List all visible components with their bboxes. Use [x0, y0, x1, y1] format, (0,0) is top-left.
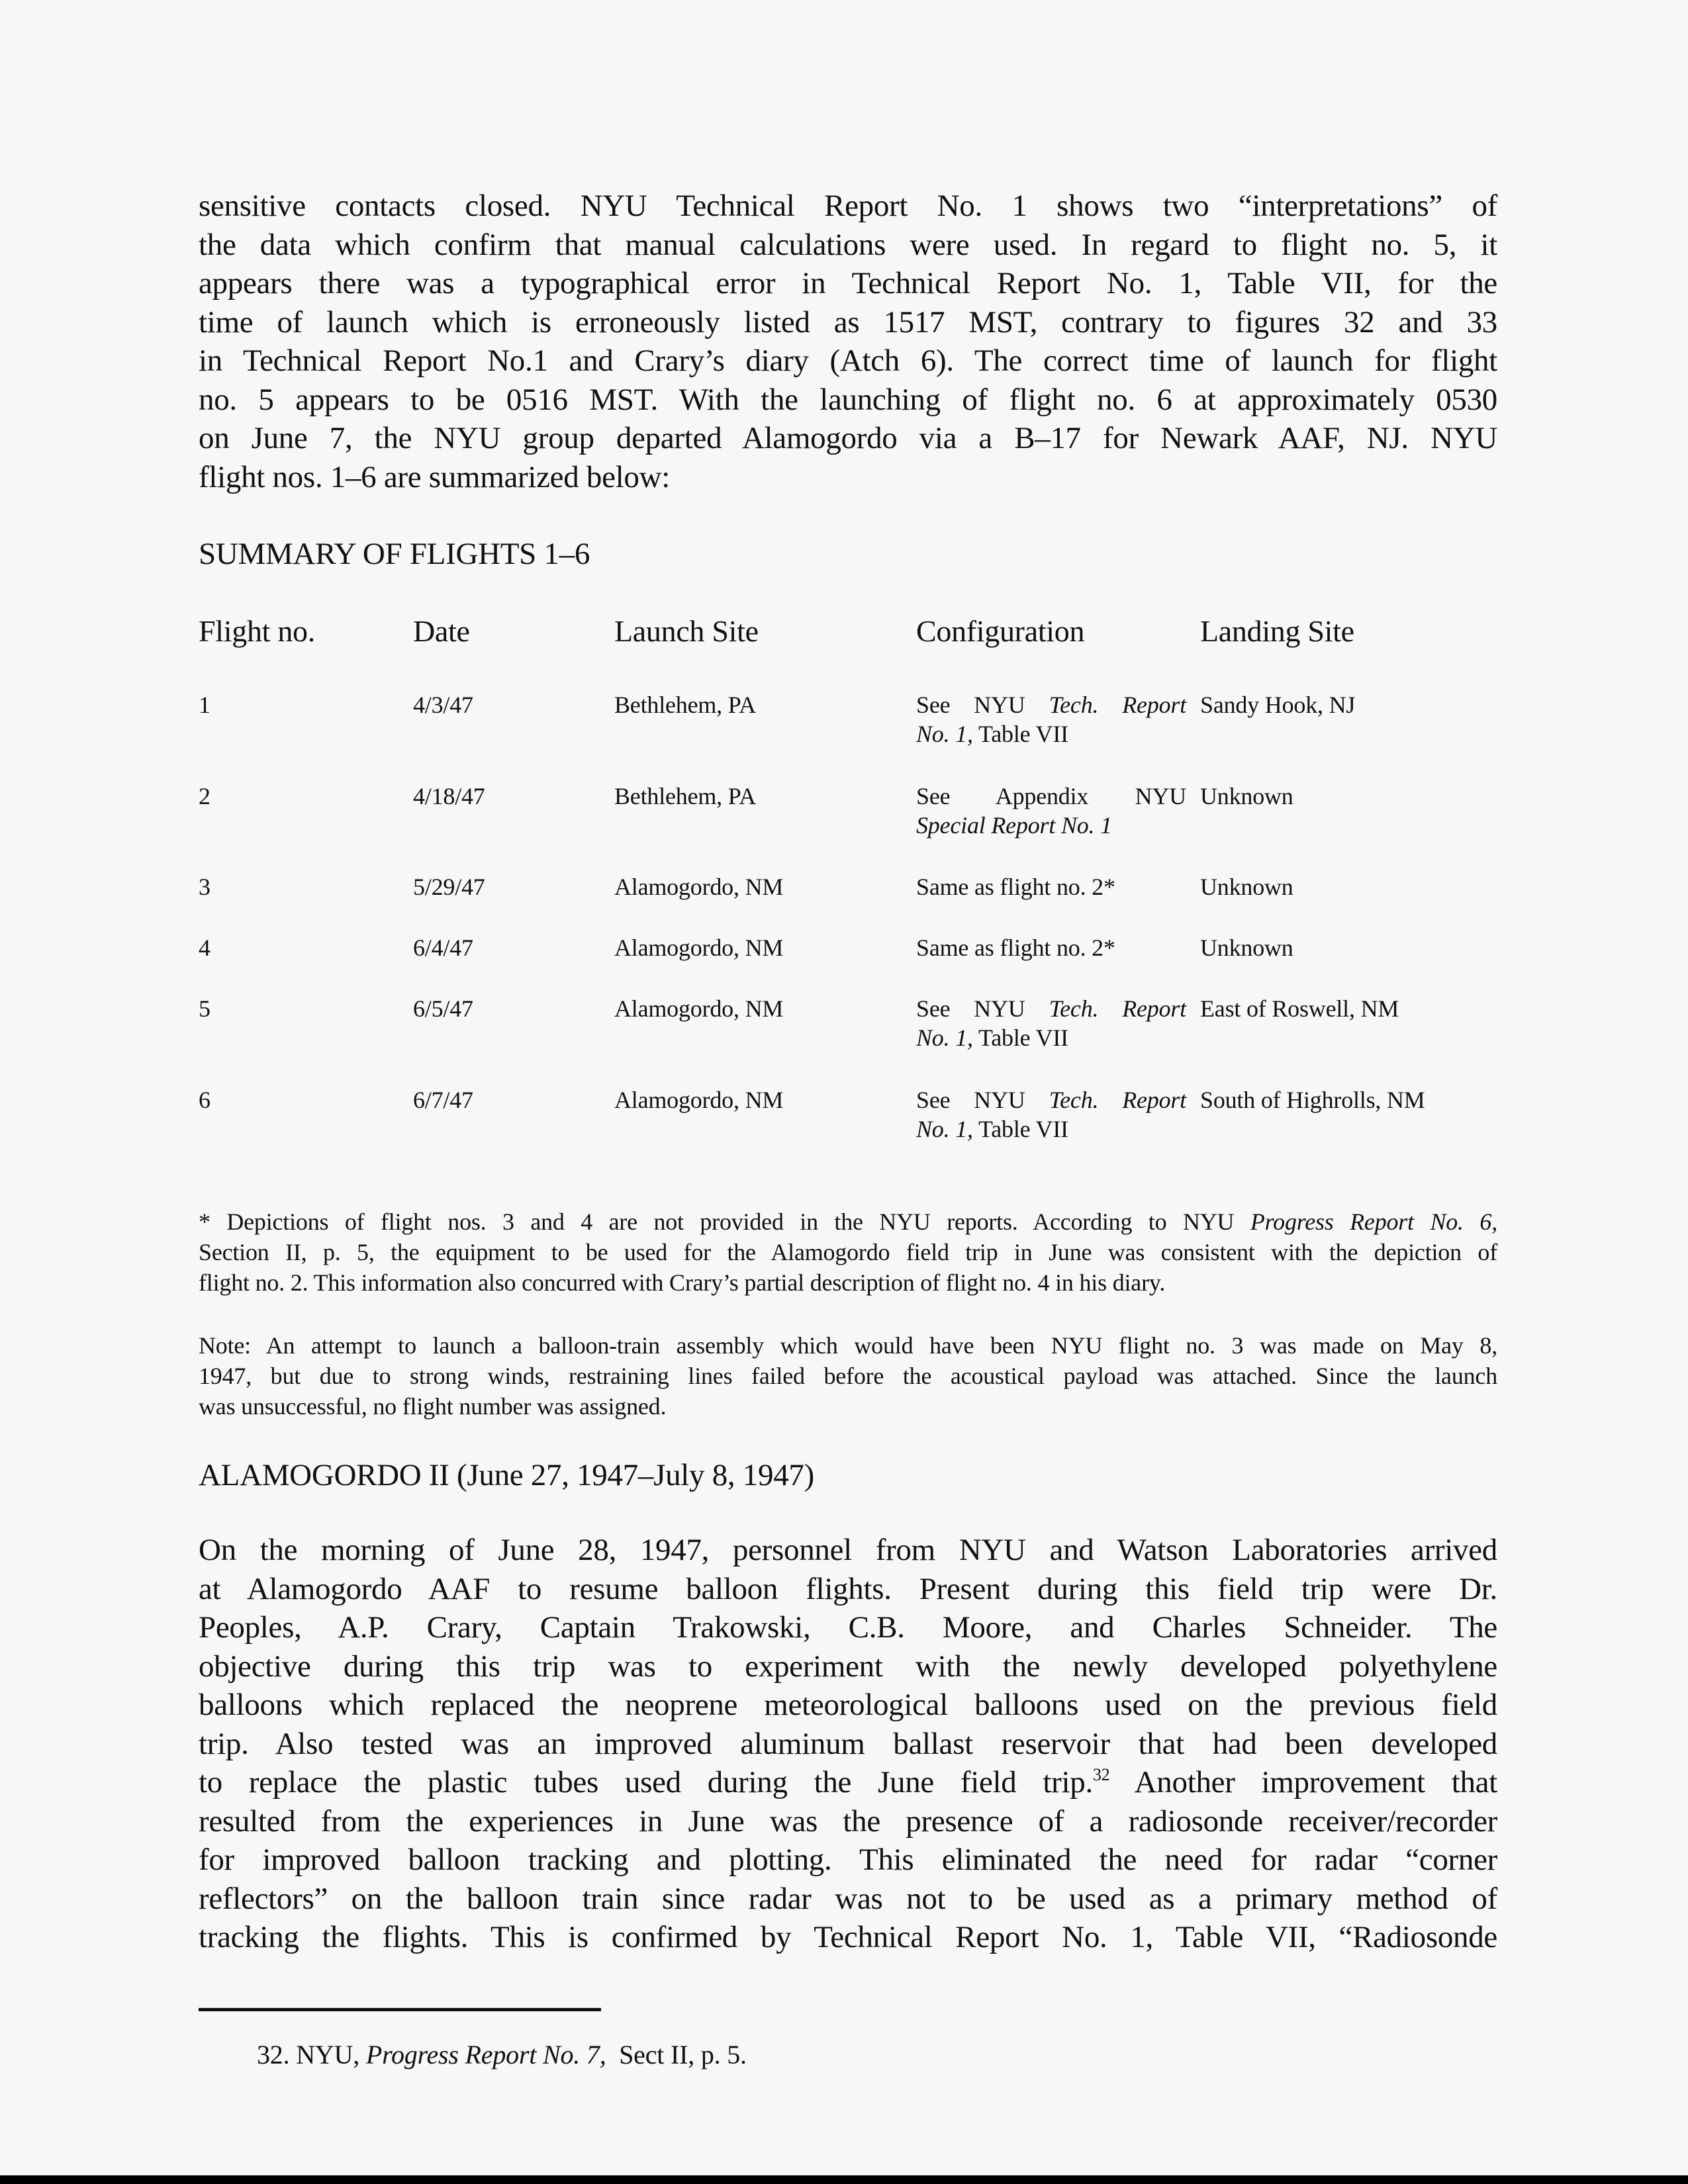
cell-launch-site: Alamogordo, NM [614, 1087, 784, 1113]
cell-configuration: See Appendix NYU Special Report No. 1 [916, 783, 1186, 839]
footnote-reference: 32 [1092, 1765, 1110, 1784]
header-flight-no: Flight no. [199, 614, 315, 648]
text-line: balloons which replaced the neoprene meteorological balloons used on the previous field [199, 1688, 1497, 1722]
cell-landing-site: Sandy Hook, NJ [1200, 692, 1356, 718]
cell-launch-site: Alamogordo, NM [614, 995, 784, 1022]
text-line: * Depictions of flight nos. 3 and 4 are not provided in the NYU reports. According to NYU Progress Report No. 6, [199, 1208, 1497, 1235]
footnote-divider [199, 2008, 601, 2011]
text-line: Section II, p. 5, the equipment to be used for the Alamogordo field trip in June was consistent with the depiction of [199, 1239, 1497, 1265]
cell-launch-site: Alamogordo, NM [614, 934, 784, 961]
intro-paragraph [199, 187, 1497, 496]
text-line: flight no. 2. This information also concurred with Crary’s partial description of flight no. 4 in his diary. [199, 1269, 1166, 1296]
text-line: was unsuccessful, no flight number was assigned. [199, 1393, 667, 1420]
header-launch-site: Launch Site [614, 614, 759, 648]
cell-date: 6/7/47 [413, 1087, 473, 1113]
text-line: for improved balloon tracking and plotting. This eliminated the need for radar “corner [199, 1843, 1497, 1877]
text-line: at Alamogordo AAF to resume balloon flights. Present during this field trip were Dr. [199, 1571, 1497, 1606]
note-paragraph [199, 1330, 1497, 1422]
text-line: in Technical Report No.1 and Crary’s diary (Atch 6). The correct time of launch for flight [199, 343, 1497, 378]
text-line: to replace the plastic tubes used during the June field trip.$^{32}$ Another improvement that [199, 1765, 1497, 1799]
section-paragraph [199, 1531, 1497, 1957]
cell-configuration: See NYU Tech. Report No. 1, Table VII [916, 1087, 1186, 1142]
cell-configuration: See NYU Tech. Report No. 1, Table VII [916, 995, 1186, 1051]
cell-configuration: Same as flight no. 2* [916, 934, 1115, 961]
cell-landing-site: South of Highrolls, NM [1200, 1087, 1425, 1113]
cell-flight-no: 4 [199, 934, 211, 961]
cell-launch-site: Alamogordo, NM [614, 874, 784, 900]
text-line: On the morning of June 28, 1947, personnel from NYU and Watson Laboratories arrived [199, 1533, 1497, 1567]
text-line: on June 7, the NYU group departed Alamogordo via a B–17 for Newark AAF, NJ. NYU [199, 421, 1497, 455]
cell-launch-site: Bethlehem, PA [614, 783, 757, 809]
cell-configuration: See NYU Tech. Report No. 1, Table VII [916, 692, 1186, 747]
footnote: 32. NYU, Progress Report No. 7, Sect II, p. 5. [257, 2040, 747, 2070]
text-line: trip. Also tested was an improved aluminum ballast reservoir that had been developed [199, 1726, 1497, 1761]
text-line: flight nos. 1–6 are summarized below: [199, 459, 671, 494]
text-line: resulted from the experiences in June was the presence of a radiosonde receiver/recorder [199, 1803, 1497, 1839]
text-line: appears there was a typographical error in Technical Report No. 1, Table VII, for the [199, 266, 1497, 300]
cell-date: 4/18/47 [413, 783, 485, 809]
text-line: reflectors” on the balloon train since radar was not to be used as a primary method of [199, 1881, 1497, 1916]
section-heading: ALAMOGORDO II (June 27, 1947–July 8, 1947) [199, 1458, 814, 1492]
cell-flight-no: 3 [199, 874, 211, 900]
cell-landing-site: Unknown [1200, 874, 1293, 900]
cell-flight-no: 5 [199, 995, 211, 1022]
text-line: tracking the flights. This is confirmed by Technical Report No. 1, Table VII, “Radiosonde [199, 1920, 1497, 1954]
text-line: time of launch which is erroneously listed as 1517 MST, contrary to figures 32 and 33 [199, 304, 1497, 340]
cell-configuration: Same as flight no. 2* [916, 874, 1115, 900]
cell-flight-no: 2 [199, 783, 211, 809]
text-line: Peoples, A.P. Crary, Captain Trakowski, C.B. Moore, and Charles Schneider. The [199, 1610, 1497, 1645]
cell-landing-site: Unknown [1200, 783, 1293, 809]
text-line: objective during this trip was to experiment with the newly developed polyethylene [199, 1649, 1497, 1684]
cell-flight-no: 6 [199, 1087, 211, 1113]
text-line: 1947, but due to strong winds, restraining lines failed before the acoustical payload was attached. Since the launch [199, 1363, 1497, 1389]
cell-landing-site: Unknown [1200, 934, 1293, 961]
table-asterisk-note [199, 1206, 1497, 1298]
cell-landing-site: East of Roswell, NM [1200, 995, 1399, 1022]
cell-date: 6/5/47 [413, 995, 473, 1022]
cell-date: 5/29/47 [413, 874, 485, 900]
summary-title: SUMMARY OF FLIGHTS 1–6 [199, 537, 590, 571]
header-date: Date [413, 614, 470, 648]
scan-edge-bar [0, 2175, 1688, 2184]
cell-launch-site: Bethlehem, PA [614, 692, 757, 718]
header-landing-site: Landing Site [1200, 614, 1354, 648]
cell-flight-no: 1 [199, 692, 211, 718]
text-line: the data which confirm that manual calculations were used. In regard to flight no. 5, it [199, 227, 1497, 262]
cell-date: 6/4/47 [413, 934, 473, 961]
text-line: Note: An attempt to launch a balloon-train assembly which would have been NYU flight no. 3 was made on May 8, [199, 1332, 1497, 1359]
cell-date: 4/3/47 [413, 692, 473, 718]
header-configuration: Configuration [916, 614, 1085, 648]
text-line: no. 5 appears to be 0516 MST. With the launching of flight no. 6 at approximately 0530 [199, 382, 1497, 417]
text-line: sensitive contacts closed. NYU Technical Report No. 1 shows two “interpretations” of [199, 189, 1497, 223]
